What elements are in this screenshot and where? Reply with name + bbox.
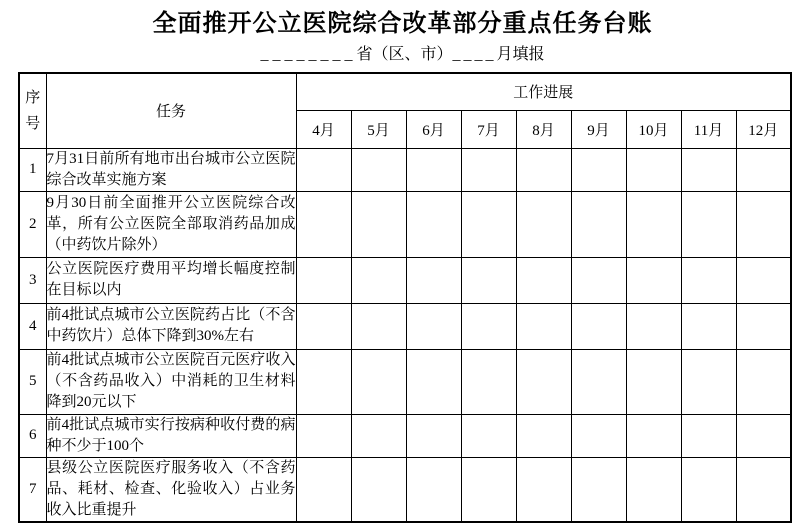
progress-cell[interactable] [681, 414, 736, 457]
progress-cell[interactable] [406, 414, 461, 457]
progress-cell[interactable] [516, 414, 571, 457]
row-index: 5 [19, 349, 46, 414]
progress-cell[interactable] [736, 414, 791, 457]
progress-cell[interactable] [626, 414, 681, 457]
header-month-9: 9月 [571, 110, 626, 148]
progress-cell[interactable] [461, 414, 516, 457]
table-row [19, 349, 791, 414]
header-month-5: 5月 [351, 110, 406, 148]
province-label: 省（区、市） [356, 46, 453, 63]
progress-cell[interactable] [296, 257, 351, 303]
progress-cell[interactable] [681, 148, 736, 191]
progress-cell[interactable] [351, 257, 406, 303]
progress-cell[interactable] [351, 148, 406, 191]
header-index: 序号 [19, 73, 46, 148]
progress-cell[interactable] [406, 191, 461, 257]
progress-cell[interactable] [296, 457, 351, 522]
progress-cell[interactable] [296, 191, 351, 257]
header-month-7: 7月 [461, 110, 516, 148]
month-report-label: 月填报 [496, 46, 545, 63]
progress-cell[interactable] [571, 257, 626, 303]
table-row [19, 257, 791, 303]
progress-cell[interactable] [626, 303, 681, 349]
progress-cell[interactable] [626, 191, 681, 257]
row-index: 7 [19, 457, 46, 522]
progress-cell[interactable] [296, 414, 351, 457]
header-month-10: 10月 [626, 110, 681, 148]
progress-cell[interactable] [461, 457, 516, 522]
table-row [19, 414, 791, 457]
page-subtitle [0, 44, 805, 65]
progress-cell[interactable] [736, 457, 791, 522]
progress-cell[interactable] [351, 457, 406, 522]
progress-cell[interactable] [461, 191, 516, 257]
task-text: 前4批试点城市公立医院百元医疗收入（不含药品收入）中消耗的卫生材料降到20元以下 [46, 349, 296, 414]
progress-cell[interactable] [681, 303, 736, 349]
progress-cell[interactable] [296, 148, 351, 191]
header-progress: 工作进展 [296, 73, 791, 110]
progress-cell[interactable] [736, 148, 791, 191]
table-row [19, 148, 791, 191]
progress-cell[interactable] [626, 349, 681, 414]
row-index: 4 [19, 303, 46, 349]
progress-cell[interactable] [516, 191, 571, 257]
header-month-11: 11月 [681, 110, 736, 148]
table-row [19, 191, 791, 257]
progress-cell[interactable] [571, 303, 626, 349]
progress-cell[interactable] [406, 257, 461, 303]
header-task: 任务 [46, 73, 296, 148]
progress-cell[interactable] [406, 457, 461, 522]
progress-cell[interactable] [351, 303, 406, 349]
row-index: 6 [19, 414, 46, 457]
progress-cell[interactable] [516, 303, 571, 349]
header-month-6: 6月 [406, 110, 461, 148]
table-row [19, 457, 791, 522]
task-text: 7月31日前所有地市出台城市公立医院综合改革实施方案 [46, 148, 296, 191]
progress-cell[interactable] [681, 257, 736, 303]
progress-cell[interactable] [351, 191, 406, 257]
progress-cell[interactable] [736, 191, 791, 257]
page-title: 全面推开公立医院综合改革部分重点任务台账 [152, 11, 653, 37]
row-index: 1 [19, 148, 46, 191]
task-text: 前4批试点城市公立医院药占比（不含中药饮片）总体下降到30%左右 [46, 303, 296, 349]
progress-cell[interactable] [516, 257, 571, 303]
progress-cell[interactable] [351, 349, 406, 414]
progress-cell[interactable] [626, 457, 681, 522]
progress-cell[interactable] [681, 457, 736, 522]
progress-cell[interactable] [461, 349, 516, 414]
progress-cell[interactable] [461, 148, 516, 191]
progress-cell[interactable] [296, 349, 351, 414]
progress-cell[interactable] [681, 191, 736, 257]
header-row-top [19, 73, 791, 110]
province-blank: ________ [260, 46, 357, 63]
header-month-8: 8月 [516, 110, 571, 148]
progress-cell[interactable] [736, 349, 791, 414]
progress-cell[interactable] [461, 303, 516, 349]
progress-cell[interactable] [571, 349, 626, 414]
progress-cell[interactable] [351, 414, 406, 457]
progress-cell[interactable] [516, 457, 571, 522]
header-month-4: 4月 [296, 110, 351, 148]
progress-cell[interactable] [461, 257, 516, 303]
progress-cell[interactable] [736, 257, 791, 303]
month-blank: ____ [452, 46, 497, 63]
task-text: 公立医院医疗费用平均增长幅度控制在目标以内 [46, 257, 296, 303]
progress-cell[interactable] [681, 349, 736, 414]
task-ledger-table [18, 72, 792, 523]
progress-cell[interactable] [516, 349, 571, 414]
row-index: 3 [19, 257, 46, 303]
progress-cell[interactable] [571, 414, 626, 457]
header-month-12: 12月 [736, 110, 791, 148]
progress-cell[interactable] [406, 148, 461, 191]
progress-cell[interactable] [571, 191, 626, 257]
progress-cell[interactable] [516, 148, 571, 191]
progress-cell[interactable] [296, 303, 351, 349]
progress-cell[interactable] [736, 303, 791, 349]
progress-cell[interactable] [626, 257, 681, 303]
task-text: 9月30日前全面推开公立医院综合改革，所有公立医院全部取消药品加成（中药饮片除外） [46, 191, 296, 257]
progress-cell[interactable] [571, 148, 626, 191]
row-index: 2 [19, 191, 46, 257]
table-row [19, 303, 791, 349]
progress-cell[interactable] [406, 303, 461, 349]
task-text: 前4批试点城市实行按病种收付费的病种不少于100个 [46, 414, 296, 457]
task-text: 县级公立医院医疗服务收入（不含药品、耗材、检查、化验收入）占业务收入比重提升 [46, 457, 296, 522]
progress-cell[interactable] [626, 148, 681, 191]
progress-cell[interactable] [571, 457, 626, 522]
progress-cell[interactable] [406, 349, 461, 414]
